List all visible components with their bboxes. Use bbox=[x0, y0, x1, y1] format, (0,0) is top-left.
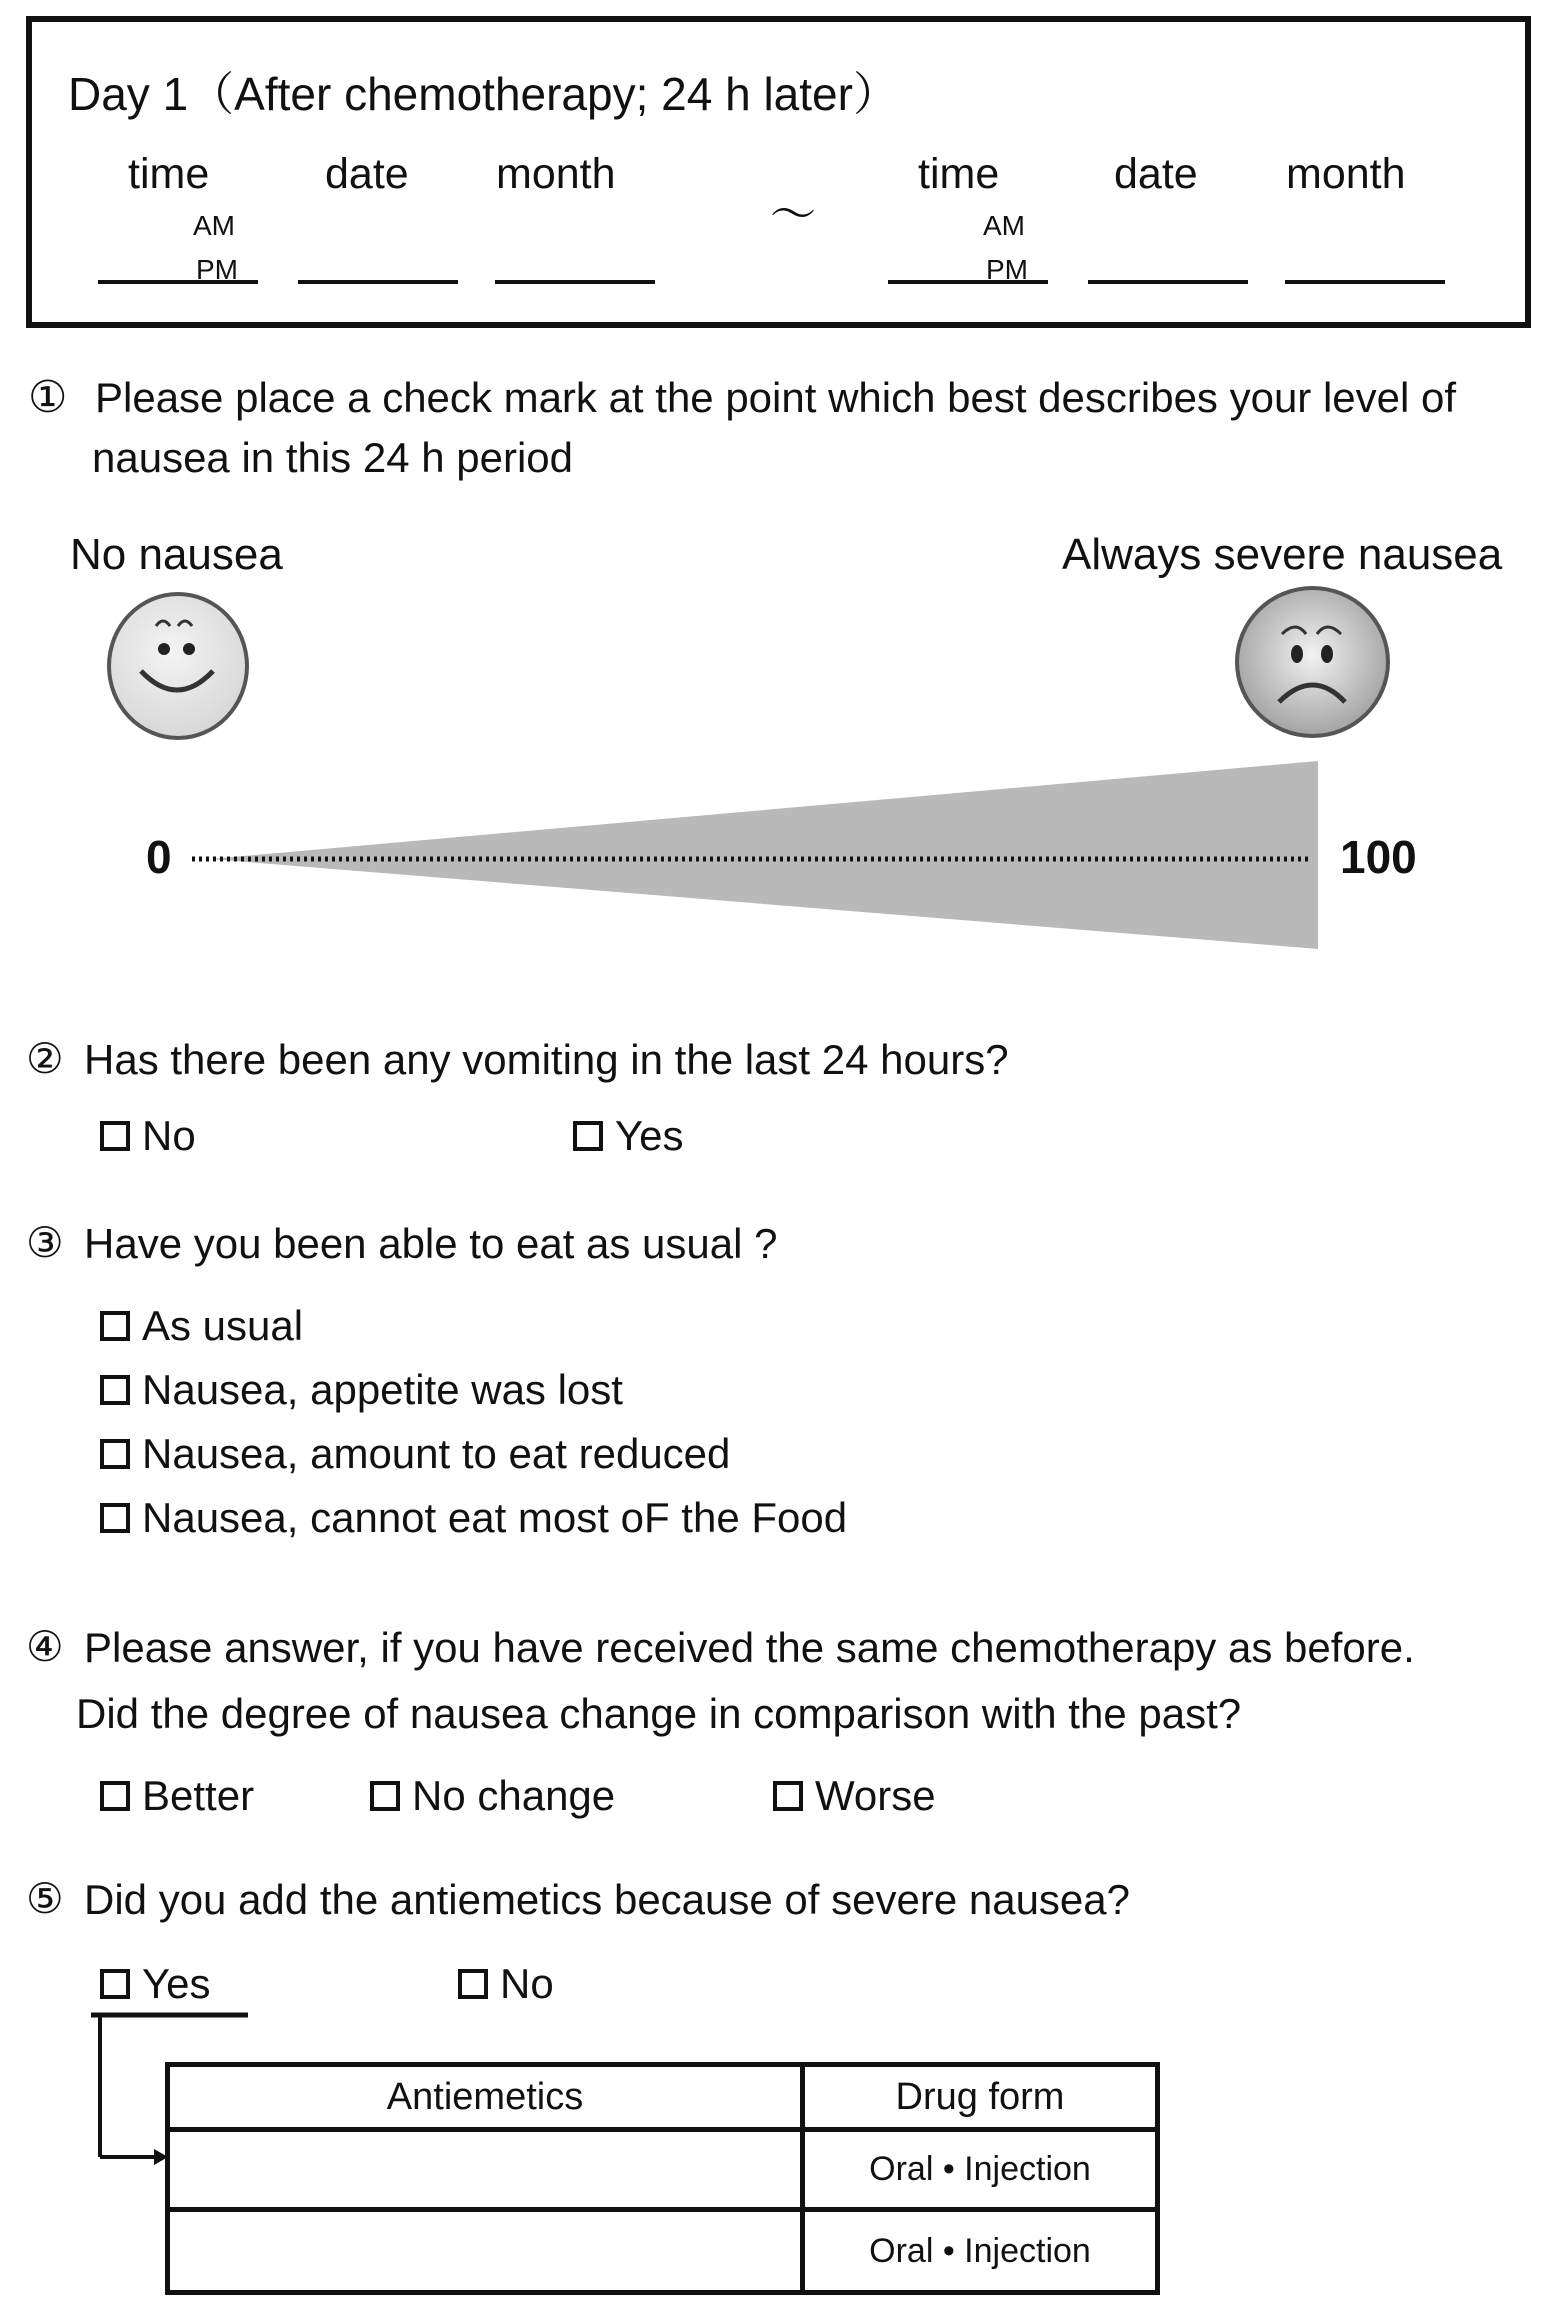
q2-text: Has there been any vomiting in the last 24 hours? bbox=[84, 1036, 1009, 1083]
q2-option-no[interactable] bbox=[100, 1112, 196, 1160]
checkbox[interactable] bbox=[100, 1969, 130, 1999]
right-pm-label: PM bbox=[986, 254, 1028, 285]
sad-face-icon bbox=[1235, 586, 1390, 738]
table-cell-drug-form-1[interactable] bbox=[800, 2127, 1160, 2212]
table-cell-antiemetic-1[interactable] bbox=[165, 2127, 805, 2212]
left-month-field[interactable] bbox=[495, 280, 655, 284]
q5-option-no[interactable] bbox=[458, 1960, 554, 2008]
option-label: No change bbox=[412, 1772, 616, 1819]
q4-text-line1: Please answer, if you have received the same chemotherapy as before. bbox=[84, 1624, 1415, 1671]
q1-number: ① bbox=[28, 373, 68, 422]
checkbox[interactable] bbox=[100, 1439, 130, 1469]
q1-text-line1: Please place a check mark at the point which best describes your level of bbox=[95, 374, 1457, 421]
option-label: No bbox=[142, 1112, 196, 1159]
checkbox[interactable] bbox=[100, 1311, 130, 1341]
checkbox[interactable] bbox=[773, 1781, 803, 1811]
option-label: No bbox=[500, 1960, 554, 2007]
option-label: Worse bbox=[815, 1772, 936, 1819]
left-pm-label: PM bbox=[196, 254, 238, 285]
left-time-field[interactable] bbox=[98, 280, 258, 284]
cell-value: Oral • Injection bbox=[869, 2150, 1091, 2188]
option-label: As usual bbox=[142, 1302, 304, 1349]
q4-option-worse[interactable] bbox=[773, 1772, 936, 1820]
checkbox[interactable] bbox=[370, 1781, 400, 1811]
q3-option-as-usual[interactable] bbox=[100, 1302, 303, 1350]
happy-face-icon bbox=[107, 592, 249, 740]
option-label: Better bbox=[142, 1772, 255, 1819]
q3-option-appetite-lost[interactable] bbox=[100, 1366, 623, 1414]
scale-max-label: 100 bbox=[1340, 831, 1417, 883]
q2-option-yes[interactable] bbox=[573, 1112, 684, 1160]
left-date-field[interactable] bbox=[298, 280, 458, 284]
q3-option-amount-reduced[interactable] bbox=[100, 1430, 730, 1478]
checkbox[interactable] bbox=[100, 1121, 130, 1151]
q3-number: ③ bbox=[26, 1219, 64, 1266]
checkbox[interactable] bbox=[573, 1121, 603, 1151]
checkbox[interactable] bbox=[458, 1969, 488, 1999]
right-am-label: AM bbox=[983, 210, 1025, 241]
checkbox[interactable] bbox=[100, 1781, 130, 1811]
q5-number: ⑤ bbox=[26, 1875, 64, 1922]
checkbox[interactable] bbox=[100, 1503, 130, 1533]
header-label: Antiemetics bbox=[386, 2075, 584, 2118]
scale-wedge bbox=[210, 761, 1318, 949]
q5-text: Did you add the antiemetics because of severe nausea? bbox=[84, 1876, 1131, 1923]
left-time-label: time bbox=[128, 150, 210, 198]
table-cell-drug-form-2[interactable] bbox=[800, 2207, 1160, 2295]
q4-number: ④ bbox=[26, 1623, 64, 1670]
option-label: Nausea, amount to eat reduced bbox=[142, 1430, 731, 1477]
scale-min-label: 0 bbox=[146, 831, 172, 883]
q4-option-better[interactable] bbox=[100, 1772, 254, 1820]
nausea-scale-line[interactable] bbox=[180, 755, 1360, 955]
left-month-label: month bbox=[496, 150, 616, 198]
option-label: Nausea, appetite was lost bbox=[142, 1366, 623, 1413]
right-month-field[interactable] bbox=[1285, 280, 1445, 284]
option-label: Yes bbox=[615, 1112, 684, 1159]
table-header-drug-form bbox=[800, 2062, 1160, 2132]
q4-option-no-change[interactable] bbox=[370, 1772, 615, 1820]
table-header-antiemetics bbox=[165, 2062, 805, 2132]
q4-text-line2: Did the degree of nausea change in comparison with the past? bbox=[76, 1690, 1242, 1737]
left-date-label: date bbox=[325, 150, 409, 198]
option-label: Nausea, cannot eat most oF the Food bbox=[142, 1494, 848, 1541]
option-label: Yes bbox=[142, 1960, 211, 2007]
left-am-label: AM bbox=[193, 210, 235, 241]
severe-nausea-label: Always severe nausea bbox=[1062, 530, 1503, 579]
q1-text-line2: nausea in this 24 h period bbox=[92, 434, 574, 481]
table-cell-antiemetic-2[interactable] bbox=[165, 2207, 805, 2295]
q5-option-yes[interactable] bbox=[100, 1960, 211, 2008]
range-tilde: ～ bbox=[770, 188, 816, 240]
no-nausea-label: No nausea bbox=[70, 530, 283, 579]
q2-number: ② bbox=[26, 1035, 64, 1082]
cell-value: Oral • Injection bbox=[869, 2231, 1091, 2270]
day-title: Day 1（After chemotherapy; 24 h later） bbox=[68, 68, 899, 120]
header-label: Drug form bbox=[895, 2075, 1065, 2118]
right-month-label: month bbox=[1286, 150, 1406, 198]
right-time-label: time bbox=[918, 150, 1000, 198]
right-date-field[interactable] bbox=[1088, 280, 1248, 284]
right-date-label: date bbox=[1114, 150, 1198, 198]
checkbox[interactable] bbox=[100, 1375, 130, 1405]
right-time-field[interactable] bbox=[888, 280, 1048, 284]
q3-text: Have you been able to eat as usual ? bbox=[84, 1220, 778, 1267]
q3-option-cannot-eat[interactable] bbox=[100, 1494, 847, 1542]
